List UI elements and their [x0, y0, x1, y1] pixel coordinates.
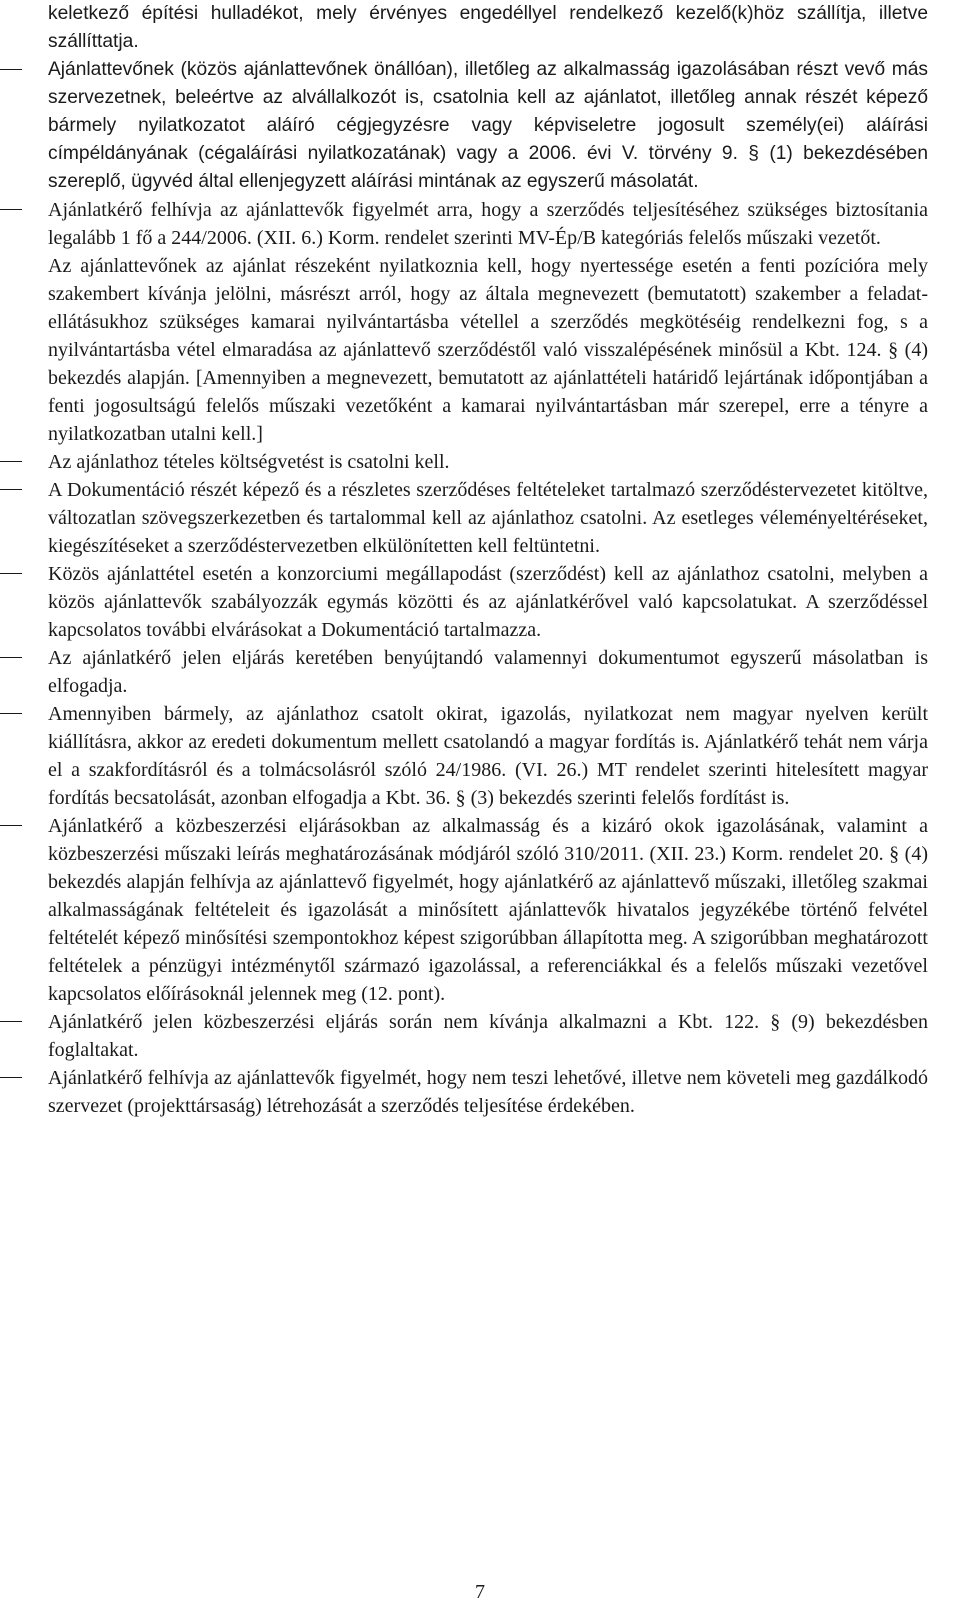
paragraph-declaration	[48, 252, 928, 448]
paragraph-text: Ajánlattevőnek (közös ajánlattevőnek önállóan), illetőleg az alkalmasság igazolásában részt vevő más szervezetnek, beleértve az alvállalkozót is, csatolnia kell az ajánlatot, illetőleg annak részét képező bármely nyilatkozatot aláíró cégjegyzésre vagy képviseletre jogosult személy(ei) aláírási címpéldányának (cégaláírási nyilatkozatának) vagy a 2006. évi V. törvény 9. § (1) bekezdésében szereplő, ügyvéd által ellenjegyzett aláírási mintának az egyszerű másolatát.	[48, 59, 928, 192]
bullet-item-project-company	[48, 1064, 928, 1120]
dash-bullet-icon	[0, 657, 22, 658]
dash-bullet-icon	[0, 489, 22, 490]
dash-bullet-icon	[0, 209, 22, 210]
paragraph-text: keletkező építési hulladékot, mely érvényes engedéllyel rendelkező kezelő(k)höz szállítja, illetve szállíttatja.	[48, 3, 928, 52]
paragraph-text: Ajánlatkérő felhívja az ajánlattevők figyelmét arra, hogy a szerződés teljesítéséhez szükséges biztosítania legalább 1 fő a 244/2006. (XII. 6.) Korm. rendelet szerinti MV-Ép/B kategóriás felelős műszaki vezetőt.	[48, 199, 928, 249]
paragraph-text: Ajánlatkérő jelen közbeszerzési eljárás során nem kívánja alkalmazni a Kbt. 122. § (9) bekezdésben foglaltakat.	[48, 1011, 928, 1061]
bullet-item-translation	[48, 700, 928, 812]
paragraph-text: Az ajánlathoz tételes költségvetést is csatolni kell.	[48, 451, 450, 473]
dash-bullet-icon	[0, 713, 22, 714]
bullet-item-qualification	[48, 812, 928, 1008]
paragraph-text: Ajánlatkérő felhívja az ajánlattevők figyelmét, hogy nem teszi lehetővé, illetve nem követeli meg gazdálkodó szervezet (projekttársaság) létrehozását a szerződés teljesítése érdekében.	[48, 1067, 928, 1117]
dash-bullet-icon	[0, 69, 22, 70]
page-number: 7	[475, 1581, 485, 1603]
bullet-item-budget	[48, 448, 928, 476]
dash-bullet-icon	[0, 573, 22, 574]
paragraph-text: Ajánlatkérő a közbeszerzési eljárásokban az alkalmasság és a kizáró okok igazolásának, valamint a közbeszerzési műszaki leírás meghatározásának módjáról szóló 310/2011. (XII. 23.) Korm. rendelet 20. § (4) bekezdés alapján felhívja az ajánlattevő figyelmét, hogy ajánlatkérő az ajánlattevő műszaki, illetőleg szakmai alkalmasságának feltételeit és igazolását a minősített ajánlattevők hivatalos jegyzékébe történő felvétel feltételét képező minősítési szempontokhoz képest szigorúbban állapította meg. A szigorúbban meghatározott feltételek a pénzügyi intézménytől származó igazolással, a referenciákkal és a felelős műszaki vezetővel kapcsolatos előírásoknál jelennek meg (12. pont).	[48, 815, 928, 1005]
document-body	[48, 0, 928, 1120]
dash-bullet-icon	[0, 461, 22, 462]
paragraph-text: Amennyiben bármely, az ajánlathoz csatolt okirat, igazolás, nyilatkozat nem magyar nyelven került kiállításra, akkor az eredeti dokumentum mellett csatolandó a magyar fordítás is. Ajánlatkérő tehát nem várja el a szakfordításról és a tolmácsolásról szóló 24/1986. (VI. 26.) MT rendelet szerinti hitelesített magyar fordítás becsatolását, azonban elfogadja a Kbt. 36. § (3) bekezdés szerinti felelős fordítást is.	[48, 703, 928, 809]
bullet-item-draft-contract	[48, 476, 928, 560]
bullet-item-consortium	[48, 560, 928, 644]
paragraph-continuation	[48, 0, 928, 56]
bullet-item-simple-copy	[48, 644, 928, 700]
paragraph-text: A Dokumentáció részét képező és a részletes szerződéses feltételeket tartalmazó szerződéstervezetet kitöltve, változatlan szövegszerkezetben és tartalommal kell az ajánlathoz csatolni. Az esetleges véleményeltéréseket, kiegészítéseket a szerződéstervezetben elkülönítetten kell feltüntetni.	[48, 479, 928, 557]
dash-bullet-icon	[0, 1077, 22, 1078]
bullet-item-signature-specimen	[48, 56, 928, 196]
dash-bullet-icon	[0, 825, 22, 826]
dash-bullet-icon	[0, 1021, 22, 1022]
paragraph-text: Közös ajánlattétel esetén a konzorciumi megállapodást (szerződést) kell az ajánlathoz csatolni, melyben a közös ajánlattevők szabályozzák egymás közötti és az ajánlatkérővel való kapcsolatukat. A szerződéssel kapcsolatos további elvárásokat a Dokumentáció tartalmazza.	[48, 563, 928, 641]
paragraph-text: Az ajánlattevőnek az ajánlat részeként nyilatkoznia kell, hogy nyertessége esetén a fenti pozícióra mely szakembert kívánja jelölni, másrészt arról, hogy az általa megnevezett (bemutatott) szakember a feladat-ellátásukhoz szükséges kamarai nyilvántartásba vétellel a szerződés megkötéséig rendelkezni fog, s a nyilvántartásba vétel elmaradása az ajánlattevő szerződéstől való visszalépésének minősül a Kbt. 124. § (4) bekezdés alapján. [Amennyiben a megnevezett, bemutatott az ajánlattételi határidő lejártának időpontjában a fenti jogosultságú felelős műszaki vezetőként a kamarai nyilvántartásban már szerepel, erre a tényre a nyilatkozatban utalni kell.]	[48, 255, 928, 445]
bullet-item-technical-manager	[48, 196, 928, 252]
paragraph-text: Az ajánlatkérő jelen eljárás keretében benyújtandó valamennyi dokumentumot egyszerű másolatban is elfogadja.	[48, 647, 928, 697]
bullet-item-kbt-122	[48, 1008, 928, 1064]
